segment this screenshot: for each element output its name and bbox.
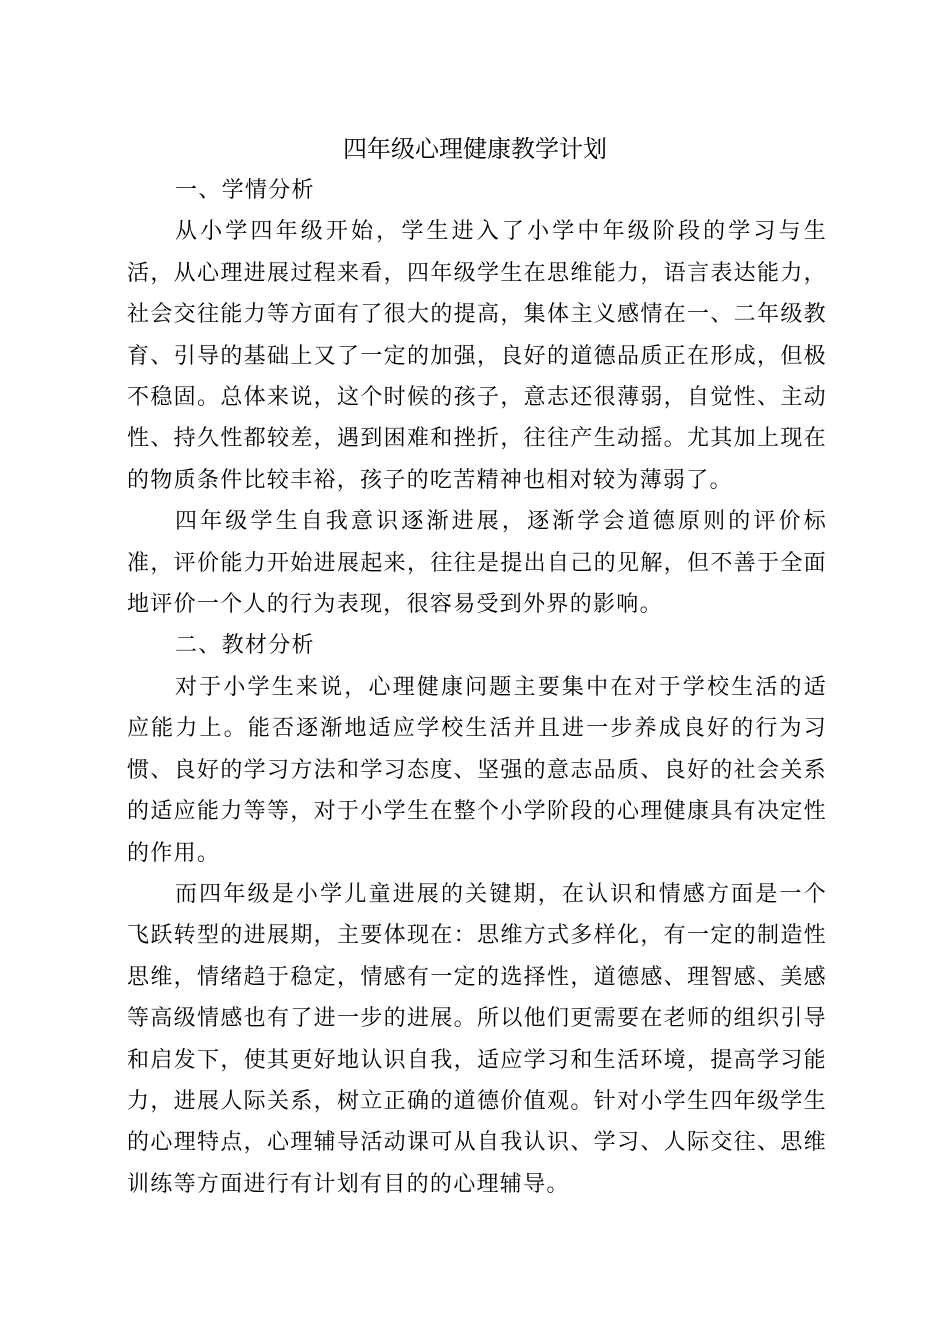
paragraph-1-2: 四年级学生自我意识逐渐进展，逐渐学会道德原则的评价标准，评价能力开始进展起来，往往是提出自己的见解，但不善于全面地评价一个人的行为表现，很容易受到外界的影响。 [127,509,827,618]
paragraph-1-1: 从小学四年级开始，学生进入了小学中年级阶段的学习与生活，从心理进展过程来看，四年级学生在思维能力，语言表达能力，社会交往能力等方面有了很大的提高，集体主义感情在一、二年级教育、引导的基础上又了一定的加强，良好的道德品质正在形成，但极不稳固。总体来说，这个时候的孩子，意志还很薄弱，自觉性、主动性、持久性都较差，遇到困难和挫折，往往产生动摇。尤其加上现在的物质条件比较丰裕，孩子的吃苦精神也相对较为薄弱了。 [127,219,827,493]
paragraph-2-1: 对于小学生来说，心理健康问题主要集中在对于学校生活的适应能力上。能否逐渐地适应学校生活并且进一步养成良好的行为习惯、良好的学习方法和学习态度、坚强的意志品质、良好的社会关系的适应能力等等，对于小学生在整个小学阶段的心理健康具有决定性的作用。 [127,674,827,866]
document-body [127,170,827,1205]
section-heading-1: 一、学情分析 [175,178,315,203]
section-heading-2: 二、教材分析 [175,633,315,659]
paragraph-2-2: 而四年级是小学儿童进展的关键期，在认识和情感方面是一个飞跃转型的进展期，主要体现在：思维方式多样化，有一定的制造性思维，情绪趋于稳定，情感有一定的选择性，道德感、理智感、美感等高级情感也有了进一步的进展。所以他们更需要在老师的组织引导和启发下，使其更好地认识自我，适应学习和生活环境，提高学习能力，进展人际关系，树立正确的道德价值观。针对小学生四年级学生的心理特点，心理辅导活动课可从自我认识、学习、人际交往、思维训练等方面进行有计划有目的的心理辅导。 [127,881,827,1197]
document-title: 四年级心理健康教学计划 [343,135,607,163]
